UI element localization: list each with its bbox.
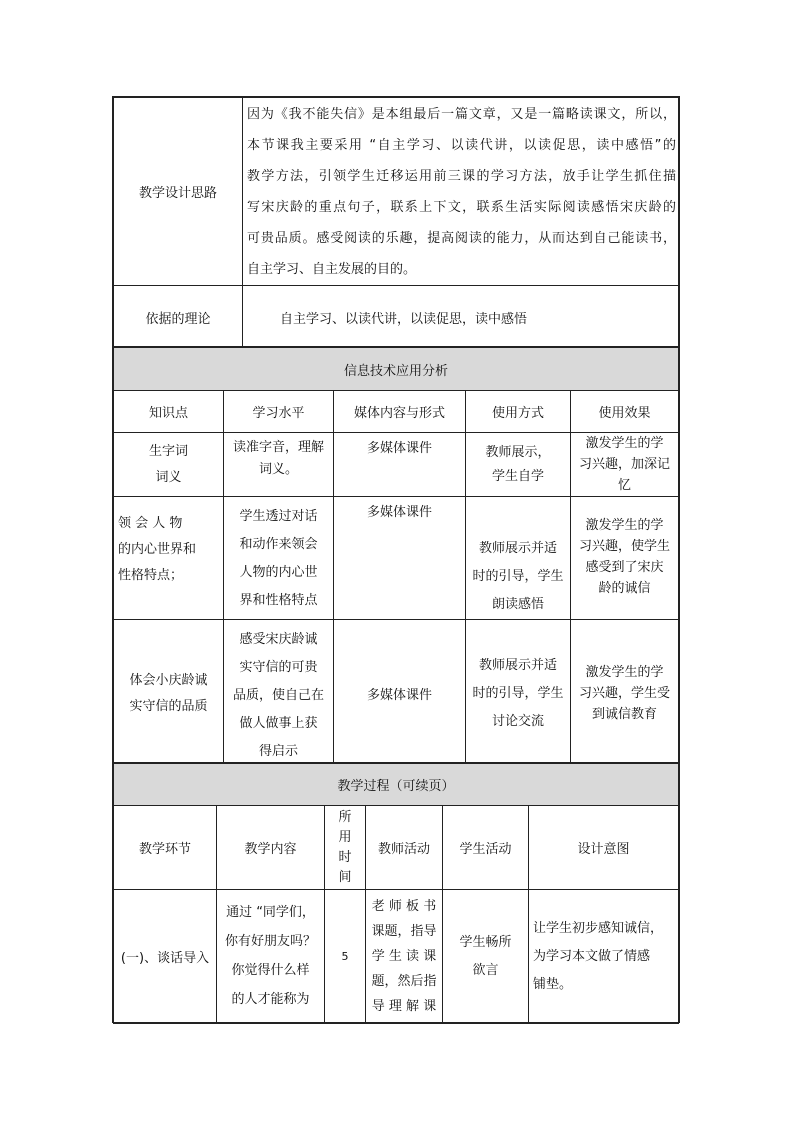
it-header-cell: 媒体内容与形式 — [334, 391, 466, 433]
level-line: 读准字音，理解 — [232, 440, 324, 455]
design-line: 因为《我不能失信》是本组最后一篇文章，又是一篇略读课文，所以， — [247, 106, 676, 122]
process-block — [112, 762, 680, 1023]
it-row — [114, 433, 679, 497]
intent-cell — [529, 890, 679, 1024]
process-header-cell: 学生活动 — [443, 806, 529, 890]
effect-line: 到诚信教育 — [591, 707, 657, 722]
it-header-cell: 使用效果 — [571, 391, 679, 433]
level-line: 实守信的可贵 — [239, 660, 318, 675]
effect-cell — [571, 497, 679, 620]
effect-cell — [571, 433, 679, 497]
it-header-row — [114, 391, 679, 433]
level-line: 品质，使自己在 — [232, 688, 324, 703]
stage-cell: (一)、谈话导入 — [114, 890, 217, 1024]
usage-cell — [466, 433, 571, 497]
design-line: 写宋庆龄的重点句子，联系上下文，联系生活实际阅读感悟宋庆龄的 — [247, 199, 676, 215]
theory-label: 依据的理论 — [114, 286, 243, 350]
process-header-char: 间 — [338, 869, 352, 885]
usage-line: 教师展示并适 — [478, 657, 557, 673]
knowledge-line: 性格特点； — [118, 568, 184, 583]
knowledge-line: 体会小庆龄诚 — [129, 672, 208, 688]
process-header-char: 所 — [338, 809, 352, 825]
level-cell — [224, 497, 334, 620]
design-line: 可贵品质。感受阅读的乐趣，提高阅读的能力，从而达到自己能读书， — [247, 230, 676, 246]
usage-cell — [466, 497, 571, 620]
process-header-char: 用 — [338, 829, 352, 845]
intent-line: 铺垫。 — [533, 976, 573, 992]
process-header-cell: 设计意图 — [529, 806, 679, 890]
process-section-title: 教学过程（可续页） — [114, 764, 679, 806]
knowledge-cell — [114, 497, 224, 620]
it-header-cell: 使用方式 — [466, 391, 571, 433]
design-text — [243, 98, 679, 286]
knowledge-line: 领 会 人 物 — [118, 516, 183, 531]
process-header-char: 时 — [338, 849, 352, 865]
usage-line: 时的引导，学生 — [472, 569, 564, 584]
teacher-line: 课题，指导 — [371, 924, 437, 939]
knowledge-cell — [114, 620, 224, 768]
design-line: 本节课我主要采用 “自主学习、以读代讲，以读促思，读中感悟”的 — [247, 137, 676, 153]
effect-line: 感受到了宋庆 — [585, 560, 664, 575]
knowledge-line: 的内心世界和 — [118, 542, 197, 557]
design-line: 教学方法，引领学生迁移运用前三课的学习方法，放手让学生抓住描 — [247, 168, 676, 184]
design-line: 自主学习、自主发展的目的。 — [247, 261, 417, 277]
student-cell — [443, 890, 529, 1024]
usage-line: 学生自学 — [491, 468, 544, 484]
level-line: 学生透过对话 — [239, 509, 318, 524]
time-cell: 5 — [325, 890, 366, 1024]
knowledge-line: 实守信的品质 — [129, 698, 208, 714]
effect-line: 忆 — [617, 478, 631, 493]
media-cell: 多媒体课件 — [334, 620, 466, 768]
level-line: 界和性格特点 — [239, 593, 318, 608]
effect-line: 激发学生的学 — [585, 518, 664, 533]
usage-line: 朗读感悟 — [491, 597, 544, 612]
level-line: 感受宋庆龄诚 — [239, 632, 318, 647]
process-header-cell: 教学环节 — [114, 806, 217, 890]
content-line: 你有好朋友吗？ — [224, 934, 316, 949]
student-line: 学生畅所 — [459, 934, 512, 950]
effect-line: 龄的诚信 — [598, 581, 651, 596]
usage-line: 教师展示并适 — [478, 541, 557, 556]
usage-cell — [466, 620, 571, 768]
process-header-cell: 教学内容 — [217, 806, 325, 890]
effect-line: 激发学生的学 — [585, 665, 664, 680]
it-section-title: 信息技术应用分析 — [114, 348, 679, 391]
content-cell — [217, 890, 325, 1024]
process-row — [114, 890, 679, 1024]
content-line: 你觉得什么样 — [231, 963, 310, 978]
design-block — [112, 96, 680, 351]
it-row — [114, 620, 679, 768]
level-line: 做人做事上获 — [239, 716, 318, 731]
media-cell: 多媒体课件 — [334, 433, 466, 497]
level-line: 词义。 — [258, 462, 298, 477]
intent-line: 让学生初步感知诚信， — [533, 920, 664, 936]
teacher-line: 老 师 板 书 — [371, 899, 437, 914]
student-line: 欲言 — [472, 962, 499, 978]
theory-value: 自主学习、以读代讲，以读促思，读中感悟 — [243, 286, 679, 350]
process-header-cell: 教师活动 — [366, 806, 443, 890]
intent-line: 为学习本文做了情感 — [533, 948, 651, 964]
level-line: 和动作来领会 — [239, 537, 318, 552]
teacher-line: 学 生 读 课 — [371, 949, 437, 964]
teacher-line: 导 理 解 课 — [371, 999, 437, 1014]
effect-line: 习兴趣，加深记 — [578, 457, 670, 472]
it-analysis-block — [112, 346, 680, 769]
level-line: 人物的内心世 — [239, 565, 318, 580]
level-line: 得启示 — [258, 744, 298, 759]
it-header-cell: 知识点 — [114, 391, 224, 433]
media-cell: 多媒体课件 — [334, 497, 466, 620]
knowledge-line: 生字词 — [148, 443, 188, 459]
knowledge-line: 词义 — [155, 469, 182, 485]
level-cell — [224, 620, 334, 768]
process-header-row — [114, 806, 679, 890]
effect-cell — [571, 620, 679, 768]
knowledge-cell — [114, 433, 224, 497]
usage-line: 讨论交流 — [491, 713, 544, 729]
content-line: 的人才能称为 — [231, 992, 310, 1007]
usage-line: 时的引导，学生 — [472, 685, 564, 701]
effect-line: 激发学生的学 — [585, 436, 664, 451]
process-header-cell — [325, 806, 366, 890]
level-cell — [224, 433, 334, 497]
effect-line: 习兴趣，使学生 — [578, 539, 670, 554]
design-label: 教学设计思路 — [114, 98, 243, 286]
teacher-cell — [366, 890, 443, 1024]
teacher-line: 题，然后指 — [371, 974, 437, 989]
it-row — [114, 497, 679, 620]
usage-line: 教师展示， — [485, 444, 551, 460]
content-line: 通过 “同学们， — [226, 905, 315, 920]
it-header-cell: 学习水平 — [224, 391, 334, 433]
effect-line: 习兴趣，学生受 — [578, 686, 670, 701]
